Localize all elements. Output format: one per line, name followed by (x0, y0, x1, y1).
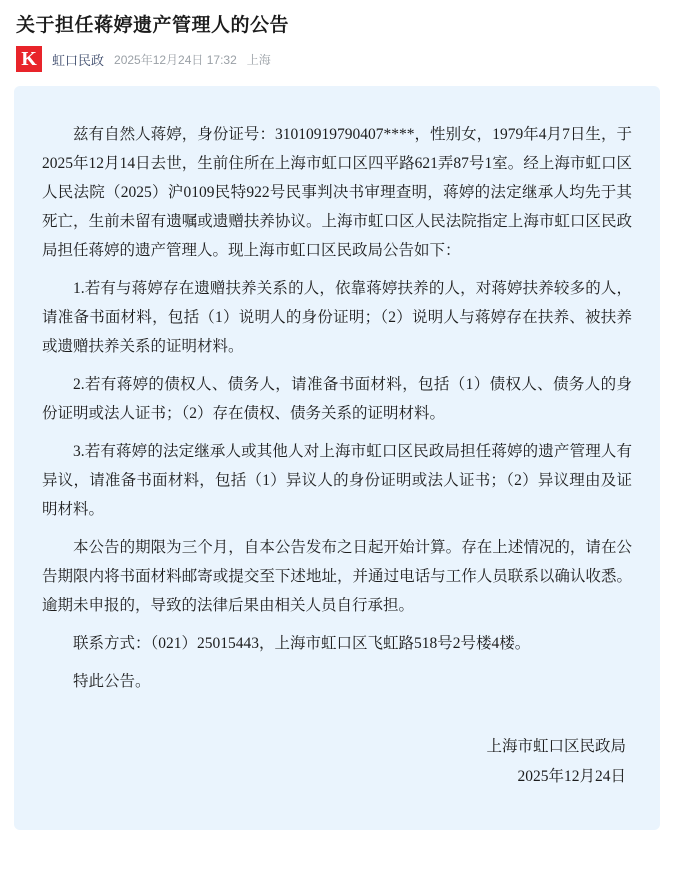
source-logo-icon[interactable] (16, 46, 42, 72)
document-paragraph: 3.若有蒋婷的法定继承人或其他人对上海市虹口区民政局担任蒋婷的遗产管理人有异议，请准备书面材料，包括（1）异议人的身份证明或法人证书；（2）异议理由及证明材料。 (42, 443, 632, 518)
signature-date: 2025年12月24日 (517, 768, 626, 785)
document-paragraph: 本公告的期限为三个月，自本公告发布之日起开始计算。存在上述情况的，请在公告期限内将书面材料邮寄或提交至下述地址，并通过电话与工作人员联系以确认收悉。逾期未申报的，导致的法律后果由相关人员自行承担。 (42, 539, 632, 614)
document-paragraph: 2.若有蒋婷的债权人、债务人，请准备书面材料，包括（1）债权人、债务人的身份证明或法人证书；（2）存在债权、债务关系的证明材料。 (42, 376, 632, 422)
article-header (0, 0, 674, 72)
document-paragraph: 兹有自然人蒋婷，身份证号：31010919790407****，性别女，1979年4月7日生，于2025年12月14日去世，生前住所在上海市虹口区四平路621弄87号1室。经上海市虹口区人民法院（2025）沪0109民特922号民事判决书审理查明，蒋婷的法定继承人均先于其死亡，生前未留有遗嘱或遗赠扶养协议。上海市虹口区人民法院指定上海市虹口区民政局担任蒋婷的遗产管理人。现上海市虹口区民政局公告如下： (42, 126, 632, 259)
article-meta (16, 46, 658, 72)
publish-location: 上海 (246, 52, 271, 67)
publish-time: 2025年12月24日 17:32 (114, 52, 237, 67)
announcement-card (14, 86, 660, 830)
document-paragraph: 特此公告。 (73, 673, 151, 690)
signature-block (42, 732, 632, 792)
source-name[interactable]: 虹口民政 (52, 52, 105, 68)
page-title: 关于担任蒋婷遗产管理人的公告 (16, 15, 290, 36)
document-paragraph: 联系方式：（021）25015443，上海市虹口区飞虹路518号2号楼4楼。 (73, 635, 531, 652)
source-logo-letter: K (21, 48, 37, 70)
document-paragraph: 1.若有与蒋婷存在遗赠扶养关系的人，依靠蒋婷扶养的人，对蒋婷扶养较多的人，请准备书面材料，包括（1）说明人的身份证明；（2）说明人与蒋婷存在扶养、被扶养或遗赠扶养关系的证明材料。 (42, 280, 632, 355)
signature-issuer: 上海市虹口区民政局 (486, 738, 626, 755)
